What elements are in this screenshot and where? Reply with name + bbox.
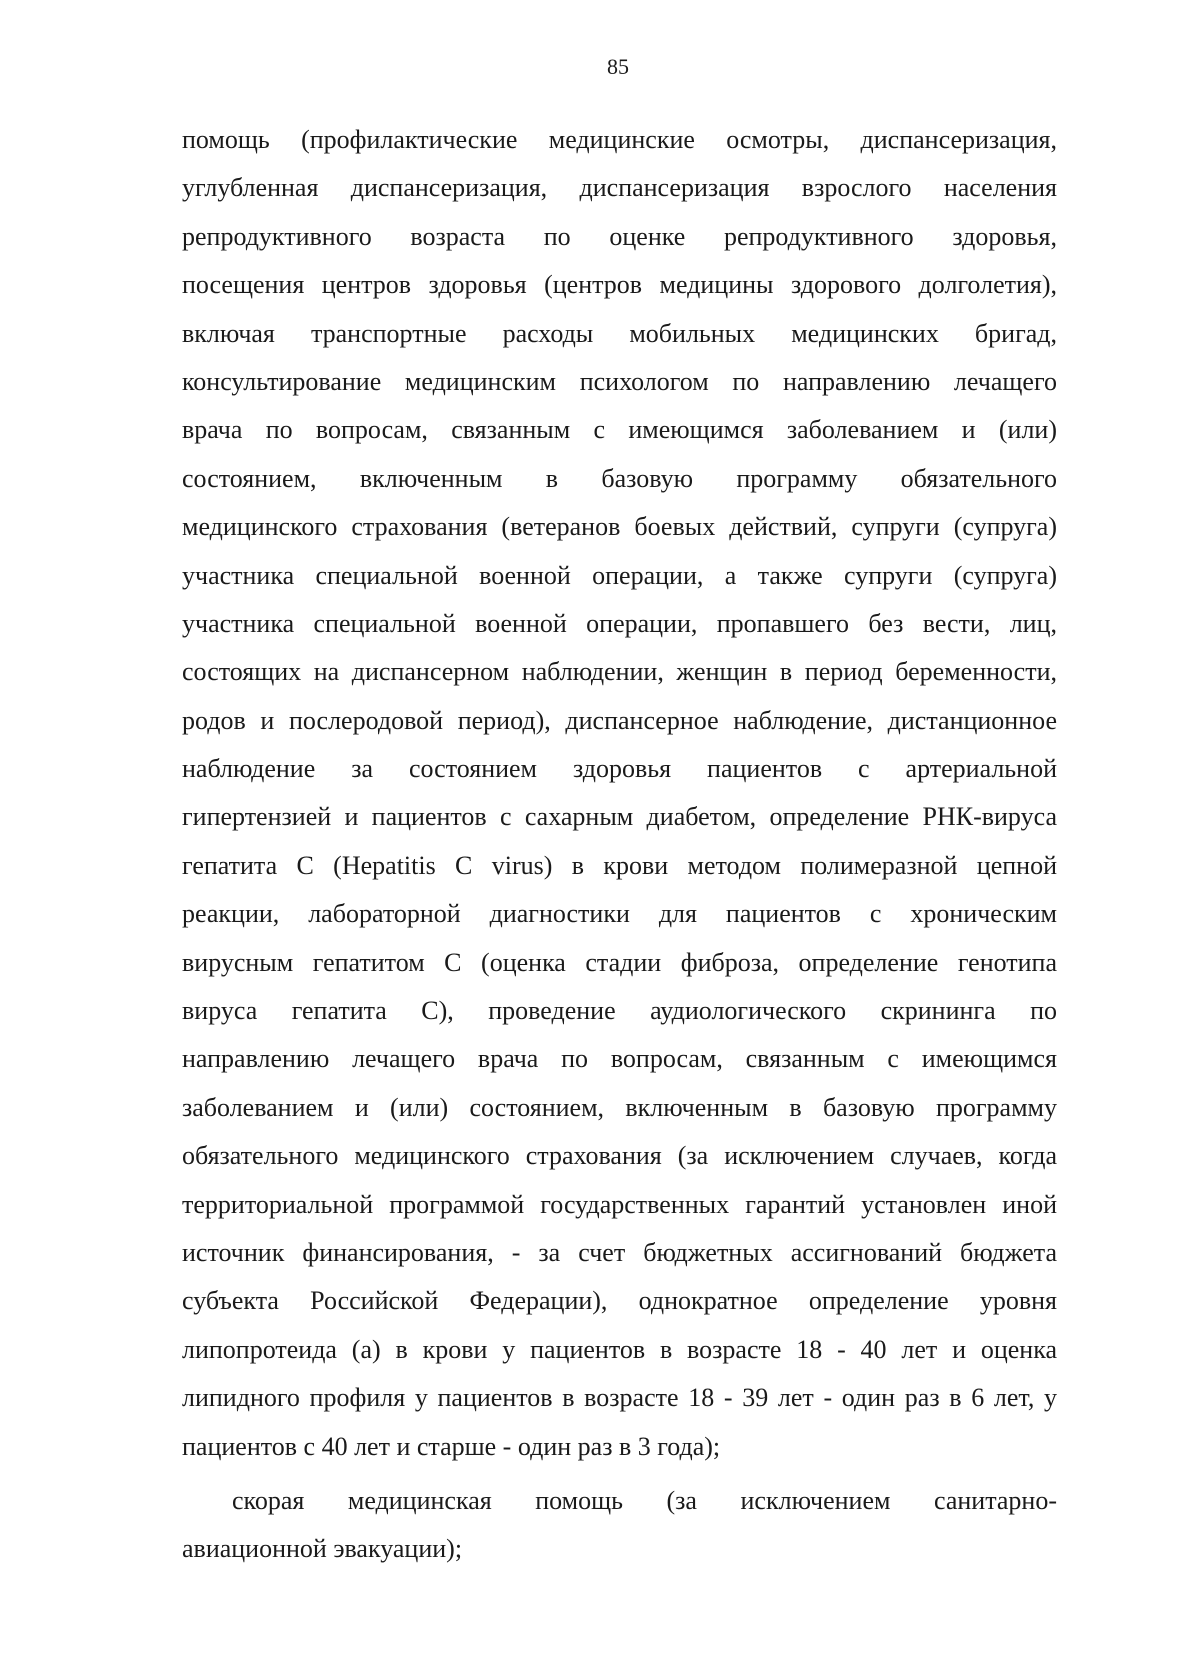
- text-line: репродуктивного возраста по оценке репродуктивного здоровья,: [182, 221, 1057, 251]
- document-body: [182, 118, 1057, 1576]
- text-line: гипертензией и пациентов с сахарным диабетом, определение РНК-вируса: [182, 802, 1057, 832]
- text-line: участника специальной военной операции, пропавшего без вести, лиц,: [182, 608, 1057, 638]
- text-line: гепатита С (Hepatitis C virus) в крови методом полимеразной цепной: [182, 850, 1057, 880]
- text-line: заболеванием и (или) состоянием, включенным в базовую программу: [182, 1092, 1057, 1122]
- text-line: врача по вопросам, связанным с имеющимся заболеванием и (или): [182, 415, 1057, 445]
- text-line: наблюдение за состоянием здоровья пациентов с артериальной: [182, 754, 1057, 784]
- text-line: территориальной программой государственных гарантий установлен иной: [182, 1189, 1057, 1219]
- text-line: состоянием, включенным в базовую программу обязательного: [182, 463, 1057, 493]
- text-line: родов и послеродовой период), диспансерное наблюдение, дистанционное: [182, 705, 1057, 735]
- text-line: вируса гепатита С), проведение аудиологического скрининга по: [182, 996, 1057, 1026]
- text-line: источник финансирования, - за счет бюджетных ассигнований бюджета: [182, 1237, 1057, 1267]
- text-line: включая транспортные расходы мобильных медицинских бригад,: [182, 318, 1057, 348]
- text-line: пациентов с 40 лет и старше - один раз в 3 года);: [182, 1431, 721, 1461]
- text-line: направлению лечащего врача по вопросам, связанным с имеющимся: [182, 1044, 1057, 1074]
- text-line: углубленная диспансеризация, диспансеризация взрослого населения: [182, 173, 1057, 203]
- text-line: авиационной эвакуации);: [182, 1534, 463, 1564]
- paragraph: [182, 118, 1057, 1473]
- text-line: состоящих на диспансерном наблюдении, женщин в период беременности,: [182, 657, 1057, 687]
- text-line: реакции, лабораторной диагностики для пациентов с хроническим: [182, 899, 1057, 929]
- text-line: консультирование медицинским психологом по направлению лечащего: [182, 366, 1057, 396]
- text-line: обязательного медицинского страхования (за исключением случаев, когда: [182, 1141, 1057, 1171]
- text-line: субъекта Российской Федерации), однократное определение уровня: [182, 1286, 1057, 1316]
- text-line: липидного профиля у пациентов в возрасте 18 - 39 лет - один раз в 6 лет, у: [182, 1383, 1057, 1413]
- text-line: участника специальной военной операции, а также супруги (супруга): [182, 560, 1057, 590]
- paragraph: [182, 1479, 1057, 1576]
- text-line: медицинского страхования (ветеранов боевых действий, супруги (супруга): [182, 512, 1057, 542]
- text-line: посещения центров здоровья (центров медицины здорового долголетия),: [182, 270, 1057, 300]
- page-number: 85: [607, 54, 629, 79]
- text-line: скорая медицинская помощь (за исключением санитарно-: [232, 1485, 1057, 1515]
- text-line: вирусным гепатитом С (оценка стадии фиброза, определение генотипа: [182, 947, 1057, 977]
- text-line: помощь (профилактические медицинские осмотры, диспансеризация,: [182, 125, 1057, 154]
- text-line: липопротеида (а) в крови у пациентов в возрасте 18 - 40 лет и оценка: [182, 1334, 1057, 1364]
